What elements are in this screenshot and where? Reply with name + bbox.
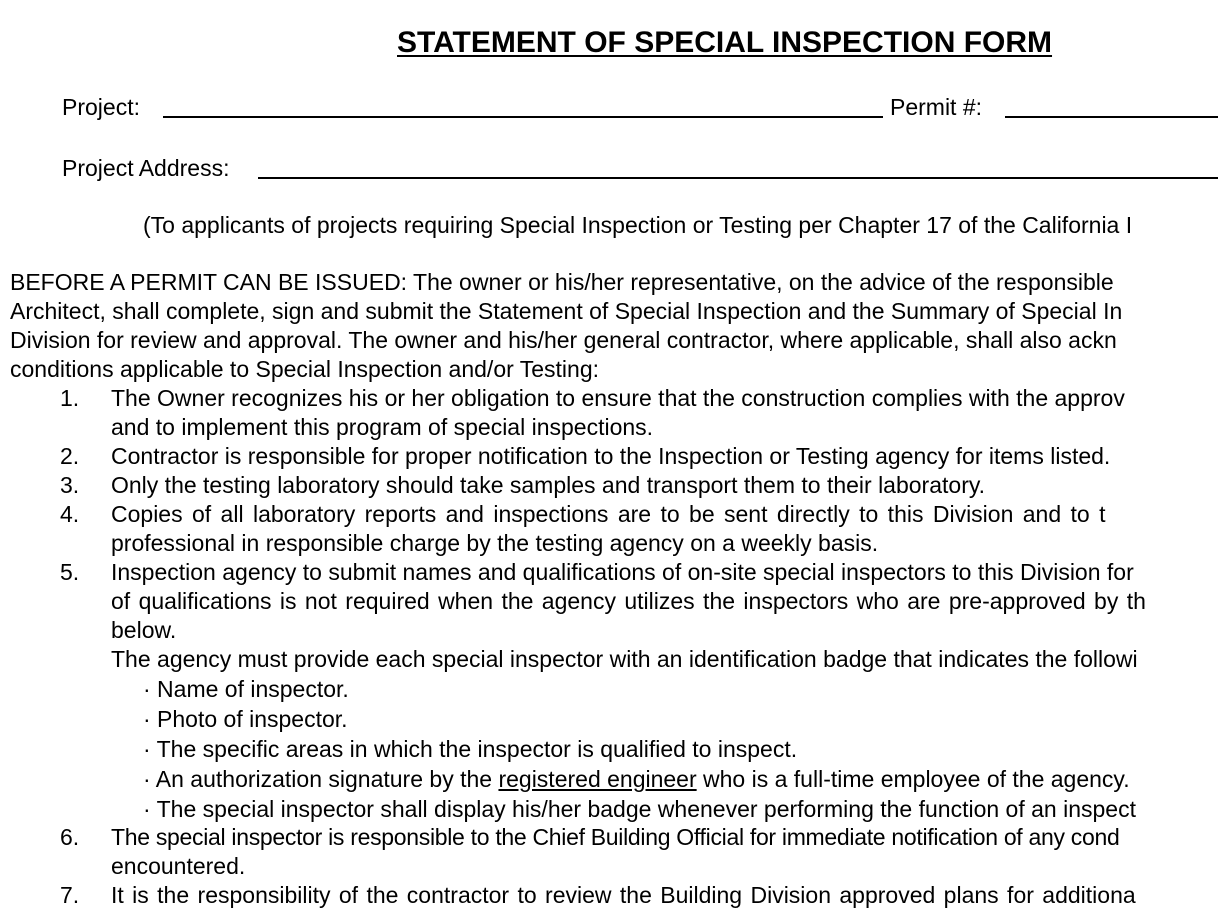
bullet-item: · The special inspector shall display his/her badge whenever performing the function of an inspect <box>143 796 1136 822</box>
item-text: of qualifications is not required when the agency utilizes the inspectors who are pre-approved by th <box>111 588 1146 614</box>
bullet-item: · The specific areas in which the inspector is qualified to inspect. <box>143 736 798 762</box>
item-text: The special inspector is responsible to the Chief Building Official for immediate notification of any cond <box>111 824 1120 850</box>
paragraph-line: Division for review and approval. The owner and his/her general contractor, where applicable, shall also ackn <box>10 327 1117 353</box>
bullet-item: · Name of inspector. <box>143 676 349 702</box>
paragraph-line: BEFORE A PERMIT CAN BE ISSUED: The owner or his/her representative, on the advice of the responsible <box>10 269 1114 295</box>
page-title: STATEMENT OF SPECIAL INSPECTION FORM <box>397 26 1053 59</box>
paragraph-line: Architect, shall complete, sign and submit the Statement of Special Inspection and the Summary of Special In <box>10 298 1123 324</box>
bullet-item: · Photo of inspector. <box>143 706 348 732</box>
item-text: Only the testing laboratory should take samples and transport them to their laboratory. <box>111 472 986 498</box>
item-text: professional in responsible charge by the testing agency on a weekly basis. <box>111 530 879 556</box>
item-number: 7. <box>60 882 80 908</box>
permit-field[interactable] <box>1005 116 1218 118</box>
item-text: Contractor is responsible for proper notification to the Inspection or Testing agency for items listed. <box>111 443 1111 469</box>
item-text: encountered. <box>111 853 246 879</box>
item-text: and to implement this program of special inspections. <box>111 414 654 440</box>
address-field[interactable] <box>258 177 1218 179</box>
item-number: 4. <box>60 501 80 527</box>
project-label: Project: <box>62 94 140 120</box>
bullet-text: · An authorization signature by the <box>143 766 499 792</box>
item-number: 2. <box>60 443 80 469</box>
intro-text: (To applicants of projects requiring Special Inspection or Testing per Chapter 17 of the California I <box>143 212 1133 238</box>
bullet-text: who is a full-time employee of the agency. <box>696 766 1130 792</box>
item-number: 6. <box>60 824 80 850</box>
item-text: The agency must provide each special inspector with an identification badge that indicates the followi <box>111 646 1138 672</box>
item-number: 5. <box>60 559 80 585</box>
item-text: Copies of all laboratory reports and inspections are to be sent directly to this Division and to t <box>111 501 1106 527</box>
paragraph-line: conditions applicable to Special Inspection and/or Testing: <box>10 356 600 382</box>
permit-label: Permit #: <box>890 94 983 120</box>
item-text: below. <box>111 617 177 643</box>
bullet-item-authorization <box>143 766 1130 793</box>
item-number: 1. <box>60 385 80 411</box>
address-label: Project Address: <box>62 155 230 181</box>
item-number: 3. <box>60 472 80 498</box>
item-text: Inspection agency to submit names and qualifications of on-site special inspectors to this Division for <box>111 559 1134 585</box>
item-text: It is the responsibility of the contractor to review the Building Division approved plans for additiona <box>111 882 1136 908</box>
registered-engineer-text: registered engineer <box>498 766 697 792</box>
project-field[interactable] <box>163 116 883 118</box>
item-text: The Owner recognizes his or her obligation to ensure that the construction complies with the approv <box>111 385 1125 411</box>
